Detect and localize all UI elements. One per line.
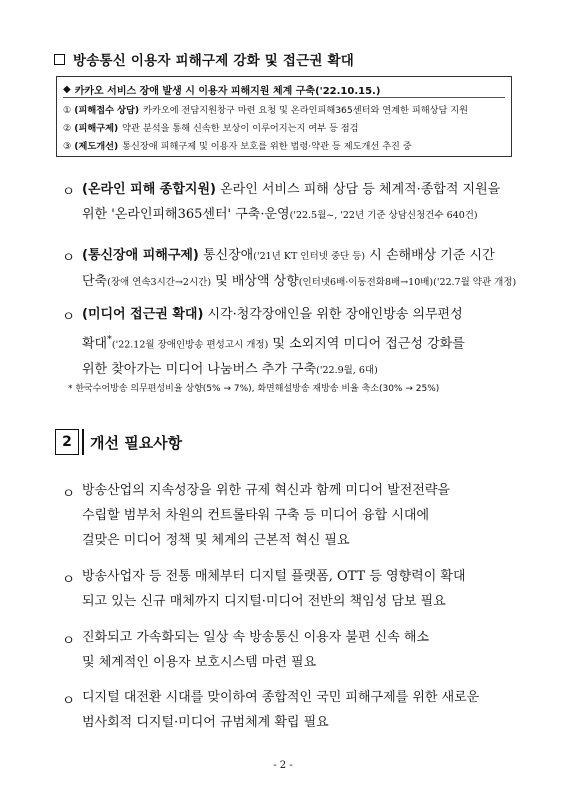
footnote: * 한국수어방송 의무편성비율 상향(5% → 7%), 화면해설방송 재방송 비율 축소(30% → 25%) <box>68 384 440 394</box>
summary-item: ② (피해구제) 약관 분석을 통해 신속한 보상이 이루어지는지 여부 등 점검 <box>63 123 359 134</box>
bullet-marker: ㅇ <box>62 309 76 325</box>
bullet-marker: ㅇ <box>62 250 76 266</box>
list-item: (미디어 접근권 확대) 시각·청각장애인을 위한 장애인방송 의무편성 확대*('22.12월 장애인방송 편성고시 개정) 및 소외지역 미디어 접근성 강화를 위한 찾아가는 미디어 나눔버스 추가 구축('22.9월, 6대) <box>82 307 465 378</box>
list-item: 방송사업자 등 전통 매체부터 디지털 플랫폼, OTT 등 영향력이 확대 되고 있는 신규 매체까지 디지털·미디어 전반의 책임성 담보 필요 <box>82 569 466 609</box>
page-number: - 2 - <box>273 760 293 771</box>
list-item: 방송산업의 지속성장을 위한 규제 혁신과 함께 미디어 발전전략을 수립할 범부처 차원의 컨트롤타워 구축 등 미디어 융합 시대에 걸맞은 미디어 정책 및 체계의 근본적 혁신 필요 <box>82 483 450 548</box>
section2-heading <box>55 429 182 455</box>
bullet-marker: ㅇ <box>62 486 76 502</box>
section2-title: 개선 필요사항 <box>90 433 183 452</box>
bullet-marker: ㅇ <box>62 572 76 588</box>
summary-box <box>56 76 512 157</box>
bullet-marker: ㅇ <box>62 184 76 200</box>
heading-divider <box>82 429 84 455</box>
section2-number: 2 <box>55 429 79 455</box>
list-item: 디지털 대전환 시대를 맞이하여 종합적인 국민 피해구제를 위한 새로운 범사회적 디지털·미디어 규범체계 확립 필요 <box>82 690 480 730</box>
summary-box-title-text: 카카오 서비스 장애 발생 시 이용자 피해지원 체계 구축('22.10.15.) <box>74 86 381 97</box>
list-item: (온라인 피해 종합지원) 온라인 서비스 피해 상담 등 체계적·종합적 지원을 위한 '온라인피해365센터' 구축·운영('22.5월~, '22년 기준 상담신청건수 640건) <box>82 182 501 222</box>
checkbox-square-icon <box>54 54 65 65</box>
summary-item: ① (피해접수 상담) 카카오에 전담지원창구 마련 요청 및 온라인피해365센터와 연계한 피해상담 지원 <box>63 105 469 116</box>
section1-heading <box>54 49 354 69</box>
summary-box-title <box>63 82 505 98</box>
summary-item: ③ (제도개선) 통신장애 피해구제 및 이용자 보호를 위한 법령·약관 등 제도개선 추진 중 <box>63 141 412 152</box>
section1-title: 방송통신 이용자 피해구제 강화 및 접근권 확대 <box>73 53 354 69</box>
bullet-marker: ㅇ <box>62 693 76 709</box>
list-item: 진화되고 가속화되는 일상 속 방송통신 이용자 불편 신속 해소 및 체계적인 이용자 보호시스템 마련 필요 <box>82 630 430 670</box>
bullet-marker: ㅇ <box>62 633 76 649</box>
diamond-icon: ◆ <box>63 84 71 95</box>
list-item: (통신장애 피해구제) 통신장애('21년 KT 인터넷 중단 등) 시 손해배상 기준 시간 단축(장애 연속3시간→2시간) 및 배상액 상향(인터넷6배·이동전화8배→10배)('22.7월 약관 개정) <box>82 248 517 289</box>
